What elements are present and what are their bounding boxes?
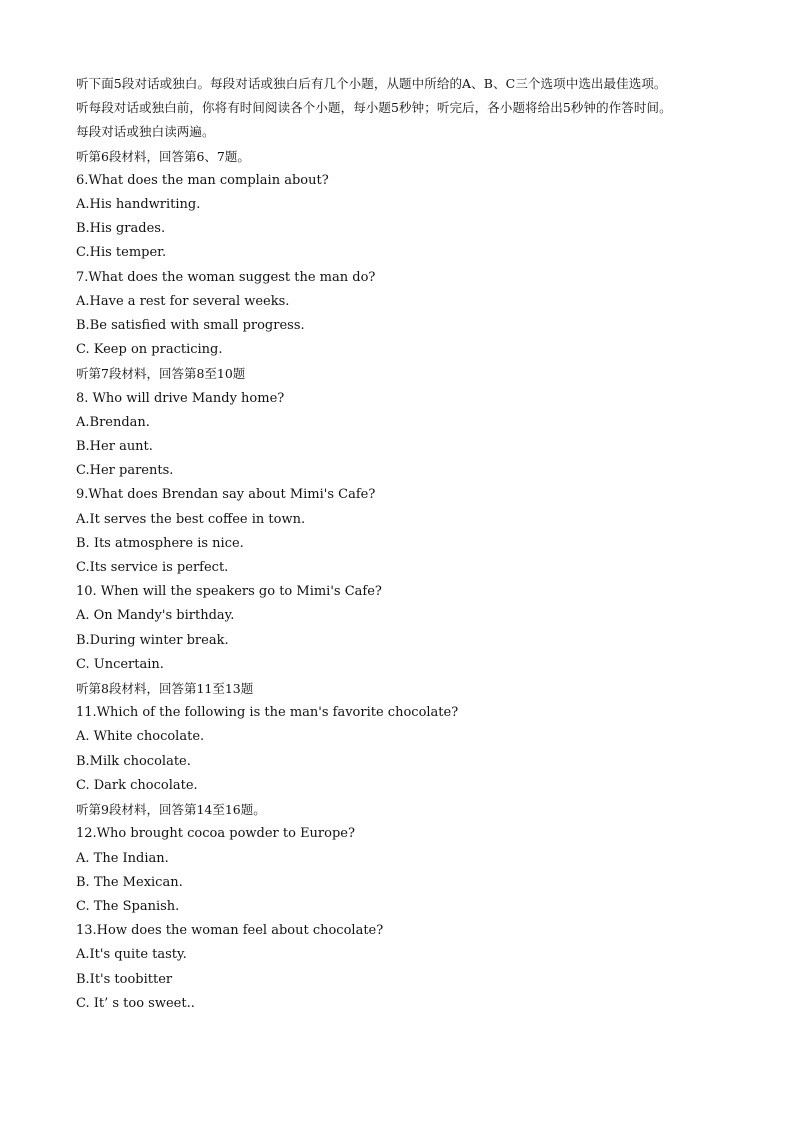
answer-option: A.Brendan. xyxy=(76,414,150,430)
answer-option: B.During winter break. xyxy=(76,632,229,648)
section-heading: 听第6段材料，回答第6、7题。 xyxy=(76,148,250,164)
answer-option: B.Be satisfied with small progress. xyxy=(76,318,305,334)
instruction-line: 每段对话或独白读两遍。 xyxy=(76,124,215,140)
question: 9.What does Brendan say about Mimi's Cafe? xyxy=(76,487,376,503)
answer-option: B. The Mexican. xyxy=(76,874,183,890)
instruction-line: 听每段对话或独白前，你将有时间阅读各个小题，每小题5秒钟；听完后，各小题将给出5秒钟的作答时间。 xyxy=(76,100,672,116)
answer-option: B.It's toobitter xyxy=(76,971,173,987)
answer-option: C.Its service is perfect. xyxy=(76,560,229,576)
section-heading: 听第8段材料，回答第11至13题 xyxy=(76,681,254,697)
question: 12.Who brought cocoa powder to Europe? xyxy=(76,826,355,842)
answer-option: A.Have a rest for several weeks. xyxy=(76,293,290,309)
answer-option: B.Her aunt. xyxy=(76,439,153,455)
section-heading: 听第9段材料，回答第14至16题。 xyxy=(76,802,266,818)
answer-option: A.It serves the best coffee in town. xyxy=(76,511,306,527)
answer-option: C. Uncertain. xyxy=(76,656,164,672)
answer-option: C. It’ s too sweet.. xyxy=(76,995,195,1011)
question: 13.How does the woman feel about chocolate? xyxy=(76,923,384,939)
question: 8. Who will drive Mandy home? xyxy=(76,390,285,406)
question: 10. When will the speakers go to Mimi's Cafe? xyxy=(76,584,382,600)
answer-option: B.His grades. xyxy=(76,221,166,237)
answer-option: C.Her parents. xyxy=(76,463,174,479)
answer-option: A.His handwriting. xyxy=(76,197,201,213)
answer-option: C. Dark chocolate. xyxy=(76,777,198,793)
answer-option: A.It's quite tasty. xyxy=(76,947,187,963)
answer-option: B. Its atmosphere is nice. xyxy=(76,535,244,551)
answer-option: C.His temper. xyxy=(76,245,167,261)
answer-option: A. The Indian. xyxy=(76,850,169,866)
document-page xyxy=(76,72,776,1016)
section-heading: 听第7段材料，回答第8至10题 xyxy=(76,366,246,382)
answer-option: B.Milk chocolate. xyxy=(76,753,191,769)
question: 7.What does the woman suggest the man do? xyxy=(76,269,376,285)
question: 11.Which of the following is the man's favorite chocolate? xyxy=(76,705,459,721)
answer-option: A. On Mandy's birthday. xyxy=(76,608,235,624)
instruction-line: 听下面5段对话或独白。每段对话或独白后有几个小题，从题中所给的A、B、C三个选项中选出最佳选项。 xyxy=(76,76,667,91)
answer-option: C. Keep on practicing. xyxy=(76,342,223,358)
answer-option: A. White chocolate. xyxy=(76,729,205,745)
question: 6.What does the man complain about? xyxy=(76,172,329,188)
answer-option: C. The Spanish. xyxy=(76,898,180,914)
